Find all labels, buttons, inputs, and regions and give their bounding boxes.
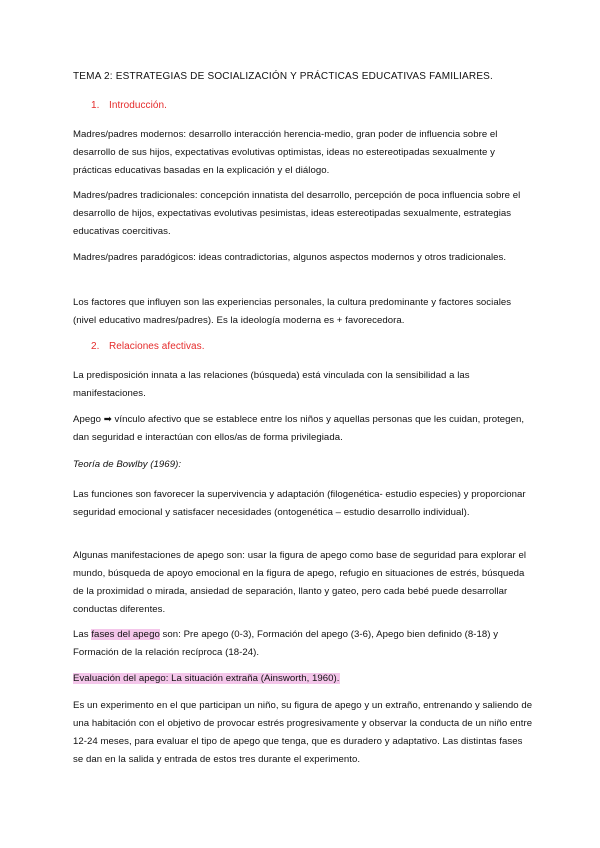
paragraph-padres-modernos: Madres/padres modernos: desarrollo interacción herencia-medio, gran poder de influencia sobre el desarrollo de sus hijos, expectativas evolutivas optimistas, ideas no estereotipadas sexualmente y prácticas educativas basadas en la explicación y el diálogo. bbox=[73, 129, 498, 176]
paragraph-manifestaciones: Algunas manifestaciones de apego son: usar la figura de apego como base de seguridad para explorar el mundo, búsqueda de apoyo emocional en la figura de apego, refugio en situaciones de estrés, búsqueda de la proximidad o mirada, ansiedad de separación, llanto y gateo, pero cada bebé puede desarrollar conductas diferentes. bbox=[73, 550, 527, 615]
section-label: Introducción. bbox=[109, 100, 167, 111]
text-run: son: Pre apego (0-3), Formación del apego (3-6), Apego bien definido (8-18) y Formación de la relación recíproca (18-24). bbox=[73, 629, 499, 658]
text-run: Las bbox=[73, 629, 92, 640]
paragraph-funciones: Las funciones son favorecer la supervivencia y adaptación (filogenética- estudio especies) y proporcionar seguridad emocional y satisfacer necesidades (ontogenética – estudio desarrollo individual). bbox=[73, 489, 526, 518]
section-heading-introduccion bbox=[91, 97, 551, 115]
paragraph-fases-apego bbox=[73, 626, 533, 662]
paragraph-experimento: Es un experimento en el que participan un niño, su figura de apego y un extraño, entrenando y saliendo de una habitación con el objetivo de provocar estrés progresivamente y observar la conducta de un niño entre 12-24 meses, para evaluar el tipo de apego que tenga, que es duradero y adaptativo. Las distintas fases se dan en la salida y entrada de estos tres durante el experimento. bbox=[73, 700, 533, 765]
highlighted-text: fases del apego bbox=[91, 629, 160, 640]
section-heading-relaciones-afectivas bbox=[91, 338, 551, 356]
section-number: 1. bbox=[91, 100, 100, 111]
paragraph-apego-definicion: Apego ➡ vínculo afectivo que se establece entre los niños y aquellas personas que les cuidan, protegen, dan seguridad e interactúan con ellos/as de forma privilegiada. bbox=[73, 414, 525, 443]
paragraph-factores: Los factores que influyen son las experiencias personales, la cultura predominante y factores sociales (nivel educativo madres/padres). Es la ideología moderna es + favorecedora. bbox=[73, 297, 512, 326]
highlighted-text: Evaluación del apego: La situación extraña (Ainsworth, 1960). bbox=[73, 673, 340, 684]
subheading-evaluacion-apego bbox=[73, 670, 533, 688]
section-label: Relaciones afectivas. bbox=[109, 341, 205, 352]
section-number: 2. bbox=[91, 341, 100, 352]
paragraph-padres-tradicionales: Madres/padres tradicionales: concepción innatista del desarrollo, percepción de poca influencia sobre el desarrollo de hijos, expectativas evolutivas pesimistas, ideas estereotipadas sexualmente, estrategias educativas coercitivas. bbox=[73, 190, 521, 237]
document-title: TEMA 2: ESTRATEGIAS DE SOCIALIZACIÓN Y PRÁCTICAS EDUCATIVAS FAMILIARES. bbox=[73, 71, 494, 82]
paragraph-padres-paradogicos: Madres/padres paradógicos: ideas contradictorias, algunos aspectos modernos y otros tradicionales. bbox=[73, 252, 507, 263]
subheading-teoria-bowlby: Teoría de Bowlby (1969): bbox=[73, 459, 182, 470]
paragraph-predisposicion: La predisposición innata a las relaciones (búsqueda) está vinculada con la sensibilidad a las manifestaciones. bbox=[73, 370, 470, 399]
